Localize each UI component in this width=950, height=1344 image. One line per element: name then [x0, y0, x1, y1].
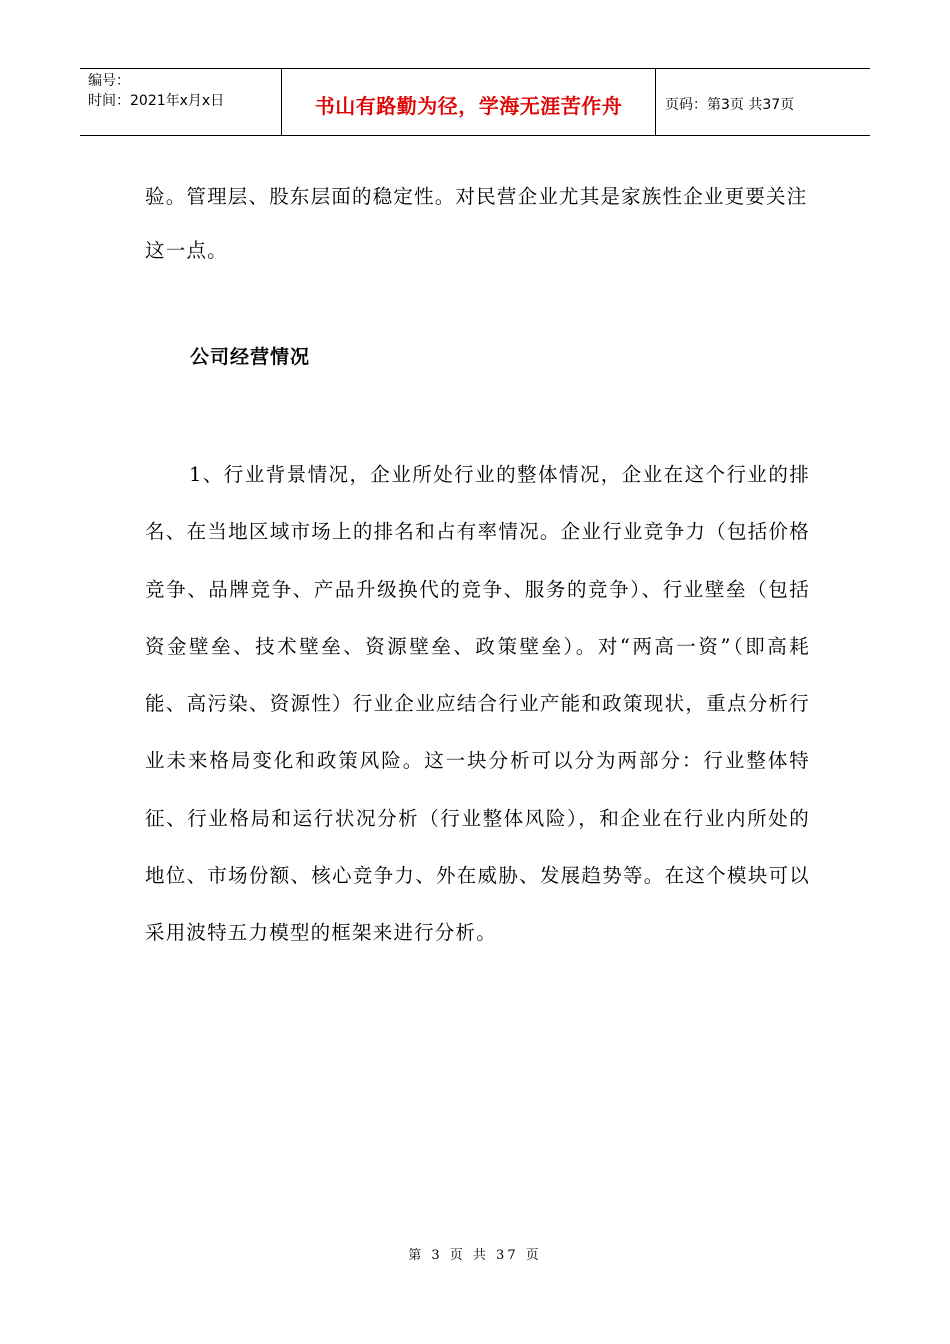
body-paragraph-2: 1、行业背景情况，企业所处行业的整体情况，企业在这个行业的排名、在当地区域市场上的排名和占有率情况。企业行业竞争力（包括价格竞争、品牌竞争、产品升级换代的竞争、服务的竞争）、行业壁垒（包括资金壁垒、技术壁垒、资源壁垒、政策壁垒）。对“两高一资”（即高耗能、高污染、资源性）行业企业应结合行业产能和政策现状，重点分析行业未来格局变化和政策风险。这一块分析可以分为两部分：行业整体特征、行业格局和运行状况分析（行业整体风险），和企业在行业内所处的地位、市场份额、核心竞争力、外在威胁、发展趋势等。在这个模块可以采用波特五力模型的框架来进行分析。: [145, 463, 810, 945]
section-heading: 公司经营情况: [190, 346, 311, 368]
header-page-info: 页码：第3页 共37页: [665, 97, 795, 113]
header-meta-cell: [80, 69, 282, 135]
page-footer: 第 3 页 共 37 页: [408, 1248, 542, 1263]
header-page-cell: [656, 69, 870, 135]
document-header: [80, 68, 870, 136]
document-code-label: 编号：: [88, 73, 130, 89]
body-paragraph-1: 验。管理层、股东层面的稳定性。对民营企业尤其是家族性企业更要关注这一点。: [145, 185, 808, 262]
document-date: 时间：2021年x月x日: [88, 93, 225, 109]
header-motto-cell: [282, 69, 656, 135]
header-motto: 书山有路勤为径，学海无涯苦作舟: [314, 93, 623, 118]
